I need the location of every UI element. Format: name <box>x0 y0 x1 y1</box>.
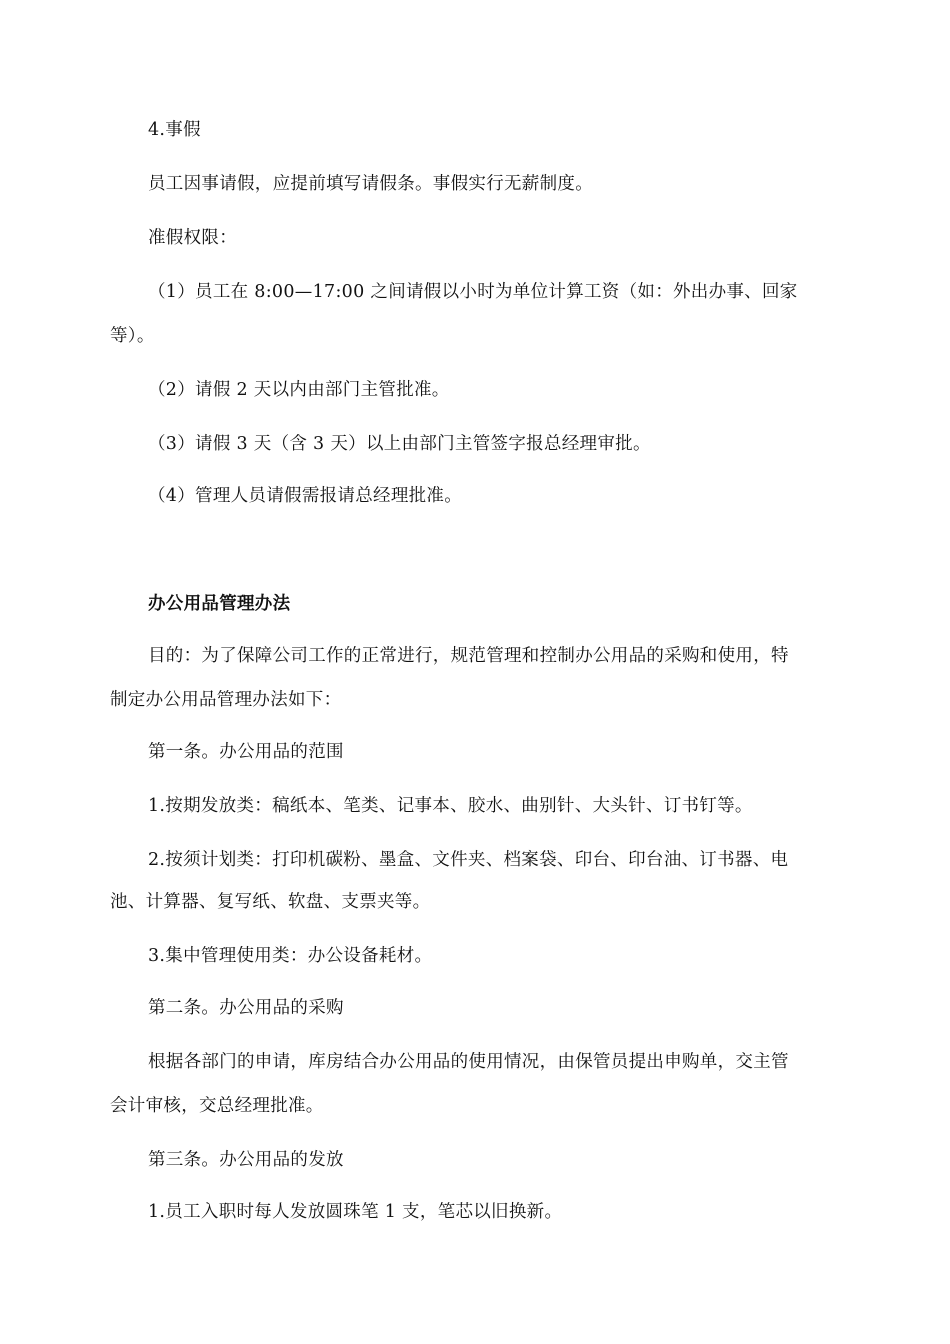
article-1-title: 第一条。办公用品的范围 <box>148 742 344 762</box>
authority-item-1-line-2: 等）。 <box>110 326 155 346</box>
article-2-title: 第二条。办公用品的采购 <box>148 998 344 1018</box>
article-3-item-1: 1.员工入职时每人发放圆珠笔 1 支，笔芯以旧换新。 <box>148 1202 563 1222</box>
article-1-item-2-line-2: 池、计算器、复写纸、软盘、支票夹等。 <box>110 892 431 912</box>
authority-item-2: （2）请假 2 天以内由部门主管批准。 <box>148 380 450 400</box>
article-1-item-2-line-1: 2.按须计划类：打印机碳粉、墨盒、文件夹、档案袋、印台、印台油、订书器、电 <box>148 850 789 870</box>
article-3-title: 第三条。办公用品的发放 <box>148 1150 344 1170</box>
article-1-item-1: 1.按期发放类：稿纸本、笔类、记事本、胶水、曲别针、大头针、订书钉等。 <box>148 796 753 816</box>
authority-item-1-line-1: （1）员工在 8:00—17:00 之间请假以小时为单位计算工资（如：外出办事、回家 <box>148 282 798 302</box>
authority-item-4: （4）管理人员请假需报请总经理批准。 <box>148 486 463 506</box>
purpose-line-1: 目的：为了保障公司工作的正常进行，规范管理和控制办公用品的采购和使用，特 <box>148 646 789 666</box>
authority-title: 准假权限： <box>148 228 237 248</box>
article-2-text-line-1: 根据各部门的申请，库房结合办公用品的使用情况，由保管员提出申购单，交主管 <box>148 1052 789 1072</box>
leave-heading: 4.事假 <box>148 120 201 140</box>
article-1-item-3: 3.集中管理使用类：办公设备耗材。 <box>148 946 433 966</box>
purpose-line-2: 制定办公用品管理办法如下： <box>110 690 342 710</box>
authority-item-3: （3）请假 3 天（含 3 天）以上由部门主管签字报总经理审批。 <box>148 434 651 454</box>
section-title: 办公用品管理办法 <box>148 594 291 614</box>
leave-intro: 员工因事请假，应提前填写请假条。事假实行无薪制度。 <box>148 174 593 194</box>
article-2-text-line-2: 会计审核，交总经理批准。 <box>110 1096 324 1116</box>
